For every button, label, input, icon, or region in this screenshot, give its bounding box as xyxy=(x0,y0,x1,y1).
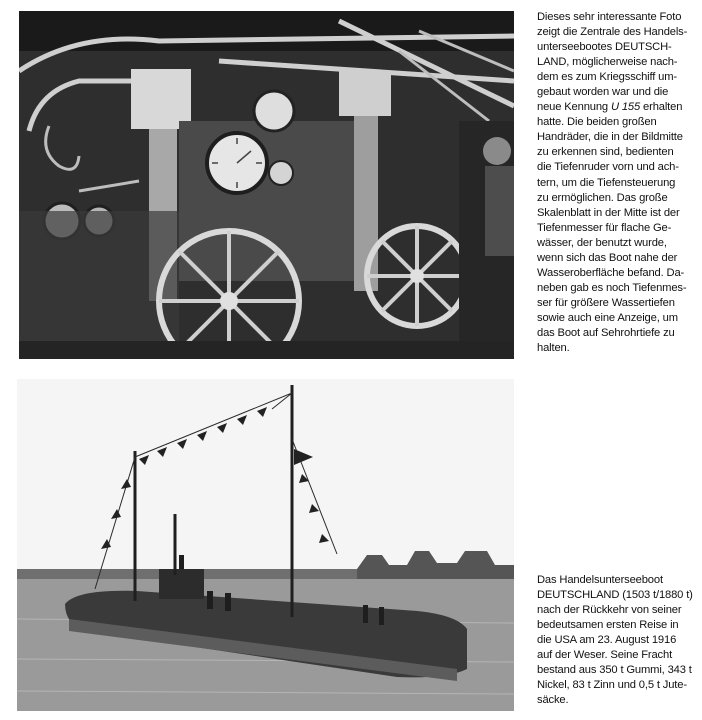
caption-line: sowie auch eine Anzeige, um xyxy=(537,311,678,324)
caption-line: hatte. Die beiden großen xyxy=(537,116,657,129)
caption-fragment: neue Kennung xyxy=(537,101,608,114)
control-room-caption xyxy=(537,10,699,356)
caption-line: wässer, der benutzt wurde, xyxy=(537,236,667,249)
submarine-deutschland-photo xyxy=(17,379,514,711)
caption-line: zu ermöglichen. Das große xyxy=(537,191,668,204)
submarine-caption xyxy=(537,573,699,708)
caption-line xyxy=(537,100,699,115)
caption-line: dem es zum Kriegsschiff um- xyxy=(537,71,677,84)
caption-line: gebaut worden war und die xyxy=(537,86,669,99)
caption-fragment: erhalten xyxy=(643,101,683,114)
caption-line: das Boot auf Sehrohrtiefe zu xyxy=(537,326,675,339)
caption-line: zeigt die Zentrale des Handels- xyxy=(537,26,688,39)
caption-line: zu erkennen sind, bedienten xyxy=(537,146,674,159)
caption-line: Skalenblatt in der Mitte ist der xyxy=(537,206,680,219)
caption-line: nach der Rückkehr von seiner xyxy=(537,604,682,617)
caption-line: bestand aus 350 t Gummi, 343 t xyxy=(537,664,692,677)
caption-line: ser für größere Wassertiefen xyxy=(537,296,675,309)
control-room-photo xyxy=(19,11,514,359)
caption-line: wenn sich das Boot nahe der xyxy=(537,251,678,264)
caption-line: neben gab es noch Tiefenmes- xyxy=(537,281,687,294)
caption-line: die Tiefenruder vorn und ach- xyxy=(537,161,679,174)
caption-line: auf der Weser. Seine Fracht xyxy=(537,649,673,662)
control-room-illustration xyxy=(19,11,514,359)
caption-line: halten. xyxy=(537,342,570,355)
caption-line: tern, um die Tiefensteuerung xyxy=(537,176,676,189)
caption-line: unterseebootes DEUTSCH- xyxy=(537,41,672,54)
caption-line: DEUTSCHLAND (1503 t/1880 t) xyxy=(537,589,693,602)
caption-line: Nickel, 83 t Zinn und 0,5 t Jute- xyxy=(537,679,687,692)
caption-line: Wasseroberfläche befand. Da- xyxy=(537,266,685,279)
boat-designation: U 155 xyxy=(610,101,641,114)
caption-line: die USA am 23. August 1916 xyxy=(537,634,677,647)
caption-line: säcke. xyxy=(537,694,569,707)
submarine-illustration xyxy=(17,379,514,711)
caption-line: LAND, möglicherweise nach- xyxy=(537,56,678,69)
caption-line: Handräder, die in der Bildmitte xyxy=(537,131,683,144)
caption-line: Dieses sehr interessante Foto xyxy=(537,11,682,23)
caption-line: Tiefenmesser für flache Ge- xyxy=(537,221,672,234)
caption-line: Das Handelsunterseeboot xyxy=(537,574,663,586)
caption-line: bedeutsamen ersten Reise in xyxy=(537,619,679,632)
